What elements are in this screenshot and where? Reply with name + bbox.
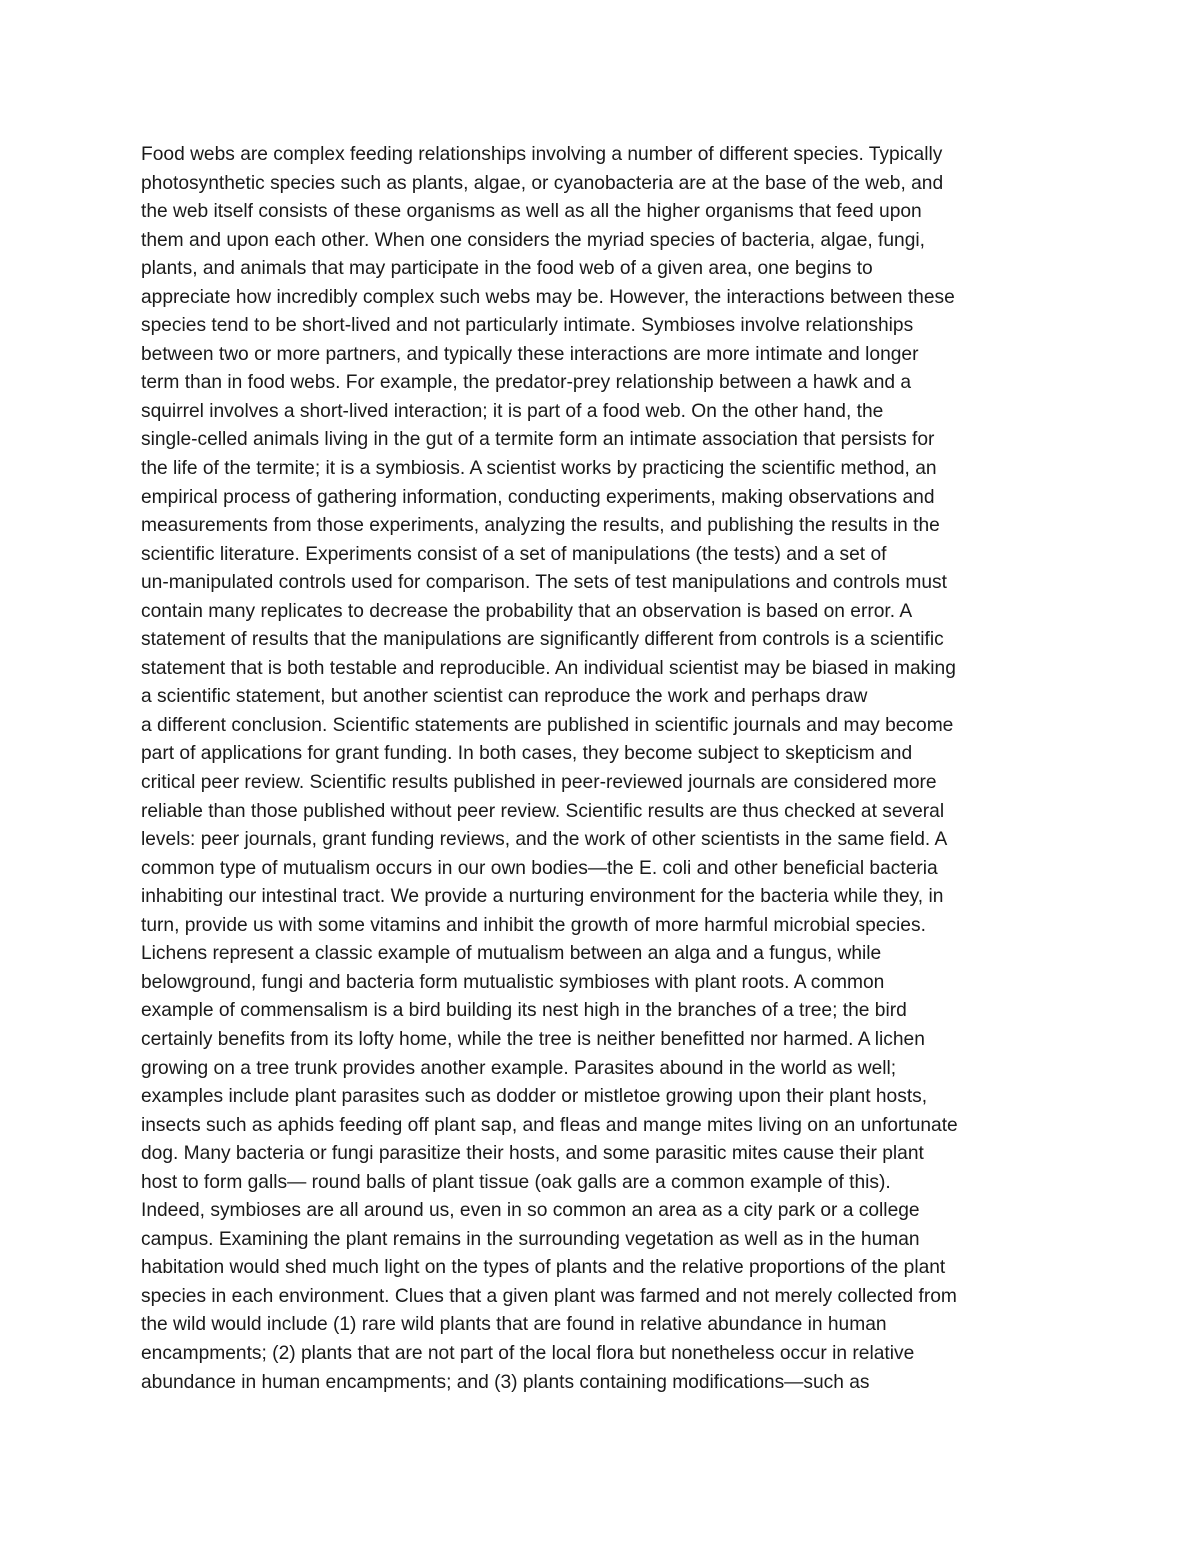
text-line: term than in food webs. For example, the predator-prey relationship between a hawk and a [141,372,912,394]
text-line: abundance in human encampments; and (3) plants containing modifications—such as [141,1371,870,1393]
text-line: growing on a tree trunk provides another example. Parasites abound in the world as well; [141,1057,897,1079]
text-line: habitation would shed much light on the types of plants and the relative proportions of the plant [141,1257,946,1279]
text-line: Indeed, symbioses are all around us, even in so common an area as a city park or a college [141,1200,920,1222]
text-line: the web itself consists of these organisms as well as all the higher organisms that feed upon [141,201,922,223]
text-line: species tend to be short-lived and not particularly intimate. Symbioses involve relationships [141,315,914,337]
text-line: turn, provide us with some vitamins and inhibit the growth of more harmful microbial species. [141,914,926,936]
text-line: statement that is both testable and reproducible. An individual scientist may be biased in making [141,657,956,679]
text-line: certainly benefits from its lofty home, while the tree is neither benefitted nor harmed. A lichen [141,1028,925,1050]
text-line: between two or more partners, and typically these interactions are more intimate and longer [141,343,919,365]
text-line: empirical process of gathering information, conducting experiments, making observations and [141,486,935,508]
text-line: Lichens represent a classic example of mutualism between an alga and a fungus, while [141,943,882,965]
text-line: Food webs are complex feeding relationships involving a number of different species. Typically [141,144,943,165]
text-line: measurements from those experiments, analyzing the results, and publishing the results in the [141,515,940,537]
text-line: squirrel involves a short-lived interaction; it is part of a food web. On the other hand, the [141,400,884,422]
text-line: dog. Many bacteria or fungi parasitize their hosts, and some parasitic mites cause their plant [141,1143,924,1165]
text-line: encampments; (2) plants that are not part of the local flora but nonetheless occur in relative [141,1342,915,1364]
body-paragraph [141,141,1081,1397]
text-line: example of commensalism is a bird building its nest high in the branches of a tree; the bird [141,1000,907,1022]
text-line: them and upon each other. When one considers the myriad species of bacteria, algae, fungi, [141,229,925,251]
text-line: examples include plant parasites such as dodder or mistletoe growing upon their plant hosts, [141,1086,928,1108]
text-line: inhabiting our intestinal tract. We provide a nurturing environment for the bacteria while they, in [141,886,944,908]
text-line: species in each environment. Clues that a given plant was farmed and not merely collected from [141,1285,957,1307]
text-line: reliable than those published without peer review. Scientific results are thus checked at several [141,800,945,822]
text-line: the life of the termite; it is a symbiosis. A scientist works by practicing the scientific method, an [141,458,937,480]
text-line: part of applications for grant funding. In both cases, they become subject to skepticism and [141,743,913,765]
text-line: contain many replicates to decrease the probability that an observation is based on error. A [141,600,913,622]
text-line: scientific literature. Experiments consist of a set of manipulations (the tests) and a set of [141,543,887,565]
text-line: photosynthetic species such as plants, algae, or cyanobacteria are at the base of the web, and [141,172,944,194]
text-line: a different conclusion. Scientific statements are published in scientific journals and may become [141,714,954,736]
text-line: common type of mutualism occurs in our own bodies—the E. coli and other beneficial bacteria [141,857,938,879]
text-line: campus. Examining the plant remains in the surrounding vegetation as well as in the human [141,1228,920,1250]
text-line: plants, and animals that may participate in the food web of a given area, one begins to [141,258,873,280]
text-line: belowground, fungi and bacteria form mutualistic symbioses with plant roots. A common [141,971,885,993]
text-line: un-manipulated controls used for comparison. The sets of test manipulations and controls must [141,572,947,594]
text-line: single-celled animals living in the gut of a termite form an intimate association that persists for [141,429,935,451]
text-line: host to form galls— round balls of plant tissue (oak galls are a common example of this). [141,1171,891,1193]
text-line: the wild would include (1) rare wild plants that are found in relative abundance in human [141,1314,887,1336]
text-line: critical peer review. Scientific results published in peer-reviewed journals are considered more [141,772,937,794]
text-line: statement of results that the manipulations are significantly different from controls is a scientific [141,629,944,651]
text-line: a scientific statement, but another scientist can reproduce the work and perhaps draw [141,686,868,708]
text-line: insects such as aphids feeding off plant sap, and fleas and mange mites living on an unfortunate [141,1114,958,1136]
text-line: levels: peer journals, grant funding reviews, and the work of other scientists in the same field. A [141,829,948,851]
text-line: appreciate how incredibly complex such webs may be. However, the interactions between these [141,286,955,308]
